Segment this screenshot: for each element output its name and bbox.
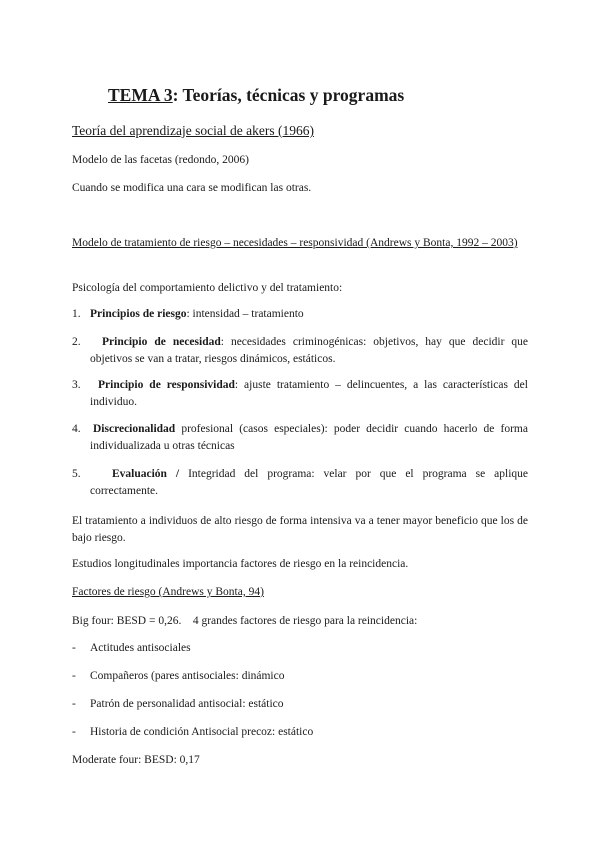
estudios-paragraph: Estudios longitudinales importancia factores de riesgo en la reincidencia.: [72, 558, 409, 570]
risk-factor-text: Compañeros (pares antisociales: dinámico: [90, 670, 285, 682]
rnr-heading: Modelo de tratamiento de riesgo – necesidades – responsividad (Andrews y Bonta, 1992 – 2003): [72, 237, 518, 249]
facetas-paragraph: Modelo de las facetas (redondo, 2006): [72, 154, 249, 166]
principle-number: 5.: [72, 468, 81, 480]
principle-item: [72, 334, 528, 368]
principle-item: [72, 377, 528, 411]
big-four-paragraph: Big four: BESD = 0,26. 4 grandes factores de riesgo para la reincidencia:: [72, 615, 418, 627]
principle-title: Principios de riesgo: [90, 308, 187, 320]
title-number: TEMA 3: [108, 85, 173, 105]
list-dash: -: [72, 642, 76, 654]
principle-title: Evaluación /: [112, 468, 180, 480]
principle-title: Discrecionalidad: [93, 423, 176, 435]
principle-number: 4.: [72, 423, 81, 435]
principle-text: Evaluación / Integridad del programa: velar por que el programa se aplique correctamente.: [90, 468, 528, 497]
moderate-four-paragraph: Moderate four: BESD: 0,17: [72, 754, 200, 766]
list-dash: -: [72, 698, 76, 710]
principle-item: [72, 466, 528, 500]
principle-text: Principio de necesidad: necesidades criminogénicas: objetivos, hay que decidir que objetivos se van a tratar, riesgos dinámicos, estáticos.: [90, 336, 529, 365]
tratamiento-paragraph: El tratamiento a individuos de alto riesgo de forma intensiva va a tener mayor beneficio que los de bajo riesgo.: [72, 515, 528, 544]
risk-factor-text: Actitudes antisociales: [90, 642, 191, 654]
principle-text: Principio de responsividad: ajuste tratamiento – delincuentes, a las características del individuo.: [90, 379, 528, 408]
risk-factor-text: Patrón de personalidad antisocial: estático: [90, 698, 284, 710]
page-title: [108, 85, 568, 106]
risk-factor-text: Historia de condición Antisocial precoz: estático: [90, 726, 314, 738]
principle-title: Principio de necesidad: [102, 336, 221, 348]
principle-text: Principios de riesgo: intensidad – tratamiento: [90, 308, 304, 320]
factores-heading: Factores de riesgo (Andrews y Bonta, 94): [72, 586, 264, 598]
principle-number: 2.: [72, 336, 81, 348]
psicologia-paragraph: Psicología del comportamiento delictivo y del tratamiento:: [72, 282, 343, 294]
principle-number: 1.: [72, 308, 81, 320]
list-dash: -: [72, 726, 76, 738]
principle-title: Principio de responsividad: [98, 379, 235, 391]
cara-paragraph: Cuando se modifica una cara se modifican las otras.: [72, 182, 312, 194]
principle-number: 3.: [72, 379, 81, 391]
title-text: : Teorías, técnicas y programas: [172, 85, 405, 105]
akers-heading: Teoría del aprendizaje social de akers (1966): [72, 123, 314, 138]
principle-item: [72, 306, 528, 324]
principle-text: Discrecionalidad profesional (casos especiales): poder decidir cuando hacerlo de forma individualizada u otras técnicas: [90, 423, 528, 452]
list-dash: -: [72, 670, 76, 682]
principle-item: [72, 421, 528, 455]
